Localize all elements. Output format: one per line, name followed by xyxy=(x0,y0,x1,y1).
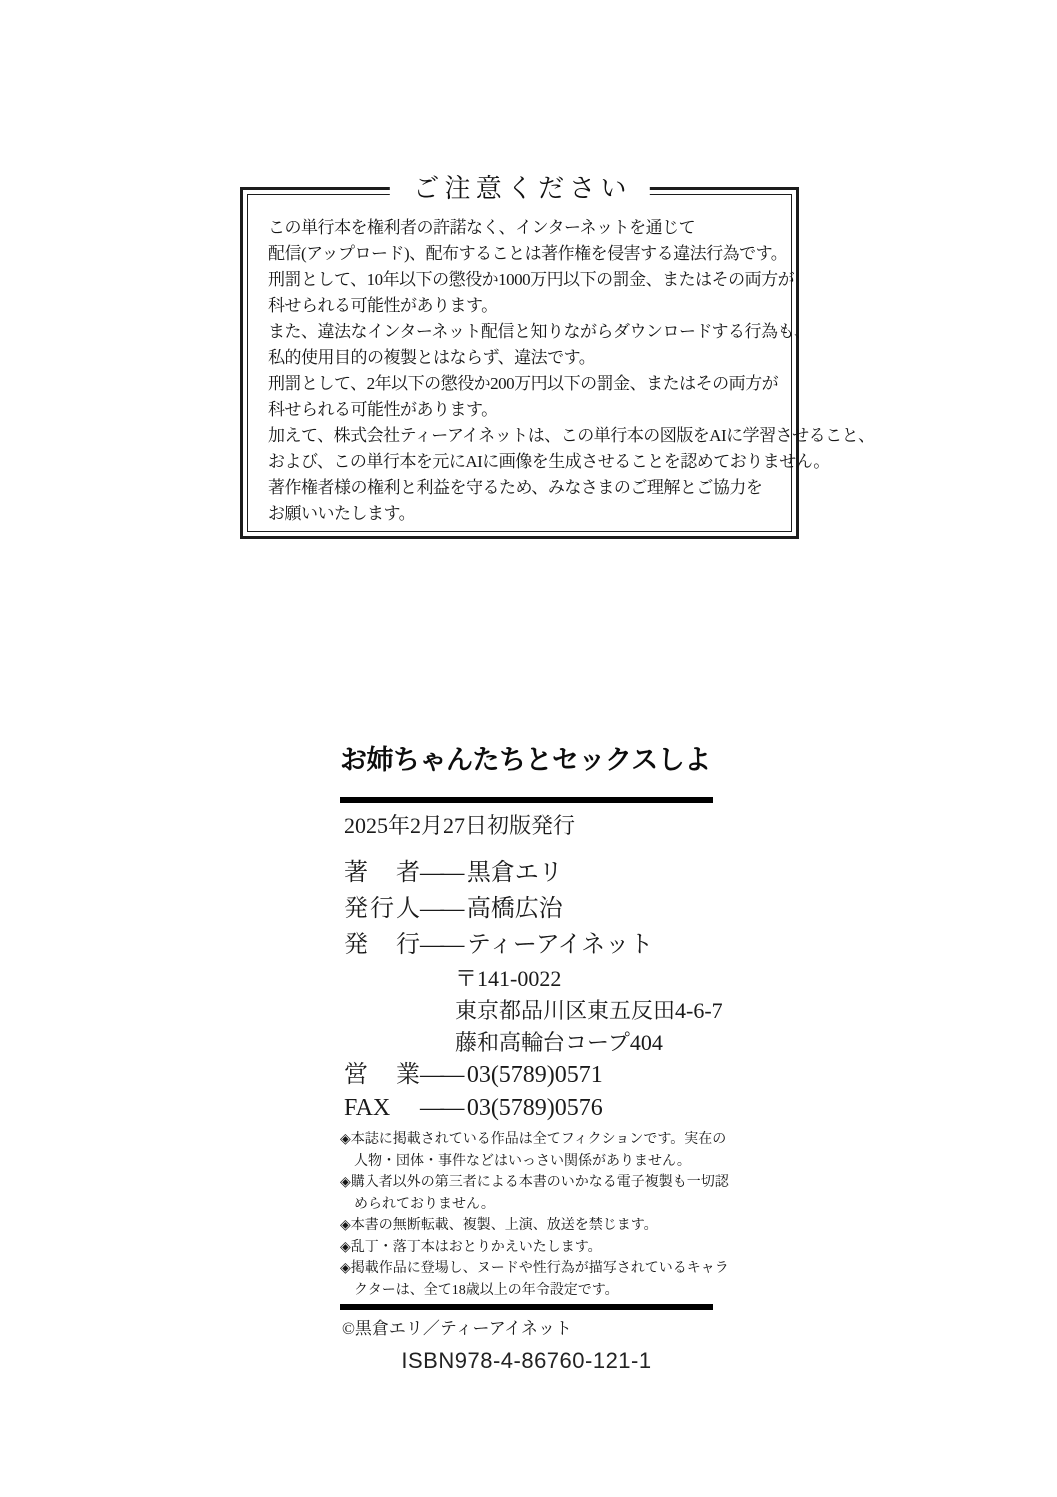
address-line: 藤和高輪台コープ404 xyxy=(455,1030,663,1055)
notice-line: 科せられる可能性があります。 xyxy=(268,296,498,315)
notice-line: および、この単行本を元にAIに画像を生成させることを認めておりません。 xyxy=(268,452,830,471)
publication-row xyxy=(344,1059,740,1092)
address-line: 東京都品川区東五反田4-6-7 xyxy=(455,998,723,1023)
row-label: FAX xyxy=(344,1095,391,1121)
publication-row xyxy=(344,1092,740,1125)
copyright-notice-box xyxy=(240,174,875,539)
legal-note: ◈本誌に掲載されている作品は全てフィクションです。実在の人物・団体・事件などはいっさい関係がありません。 xyxy=(340,1132,727,1169)
edition-date: 2025年2月27日初版発行 xyxy=(344,813,576,838)
legal-note: ◈本書の無断転載、複製、上演、放送を禁じます。 xyxy=(340,1218,658,1233)
publication-row xyxy=(344,855,740,891)
publisher-address xyxy=(455,963,740,1059)
row-dash: —— xyxy=(420,932,461,958)
notice-title: ご注意ください xyxy=(389,171,649,207)
isbn: ISBN978-4-86760-121-1 xyxy=(401,1348,652,1373)
publication-rows-bottom xyxy=(344,1059,740,1125)
row-value: 高橋広治 xyxy=(466,896,563,922)
publication-rows-top xyxy=(344,855,740,963)
row-label: 著者 xyxy=(344,860,420,886)
notice-line: 科せられる可能性があります。 xyxy=(268,400,498,419)
legal-note: ◈乱丁・落丁本はおとりかえいたします。 xyxy=(340,1239,602,1255)
row-label: 営業 xyxy=(344,1062,420,1088)
notice-line: 著作権者様の権利と利益を守るため、みなさまのご理解とご協力を xyxy=(268,478,763,497)
row-dash: —— xyxy=(420,896,461,922)
colophon xyxy=(340,740,740,1374)
notice-line: 私的使用目的の複製とはならず、違法です。 xyxy=(268,348,596,367)
publication-row xyxy=(344,927,740,963)
notice-line: 加えて、株式会社ティーアイネットは、この単行本の図版をAIに学習させること、 xyxy=(268,426,875,445)
row-dash: —— xyxy=(420,1095,461,1121)
legal-notes xyxy=(340,1129,734,1301)
notice-line: 刑罰として、2年以下の懲役か200万円以下の罰金、またはその両方が xyxy=(268,374,779,393)
notice-line: 刑罰として、10年以下の懲役か1000万円以下の罰金、またはその両方が xyxy=(268,270,795,289)
row-dash: —— xyxy=(420,860,461,886)
row-value: 黒倉エリ xyxy=(466,860,563,886)
notice-line: この単行本を権利者の許諾なく、インターネットを通じて xyxy=(268,218,696,237)
legal-note: ◈掲載作品に登場し、ヌードや性行為が描写されているキャラクターは、全て18歳以上の年令設定です。 xyxy=(340,1261,729,1298)
notice-line: また、違法なインターネット配信と知りながらダウンロードする行為も、 xyxy=(268,322,811,341)
row-value: 03(5789)0571 xyxy=(466,1062,603,1088)
row-value: 03(5789)0576 xyxy=(466,1095,603,1121)
book-title: お姉ちゃんたちとセックスしよ xyxy=(340,745,711,775)
row-label: 発行人 xyxy=(344,896,420,922)
address-line: 〒141-0022 xyxy=(455,966,562,991)
divider-bottom xyxy=(340,1304,713,1310)
legal-note: ◈購入者以外の第三者による本書のいかなる電子複製も一切認められておりません。 xyxy=(340,1175,729,1212)
publication-row xyxy=(344,891,740,927)
row-label: 発行 xyxy=(344,932,420,958)
divider-top xyxy=(340,797,713,803)
notice-line: お願いいたします。 xyxy=(268,504,416,523)
copyright-line: ©黒倉エリ／ティーアイネット xyxy=(342,1319,573,1338)
notice-line: 配信(アップロード)、配布することは著作権を侵害する違法行為です。 xyxy=(268,244,788,263)
row-value: ティーアイネット xyxy=(466,932,654,958)
row-dash: —— xyxy=(420,1062,461,1088)
notice-body xyxy=(268,215,875,527)
